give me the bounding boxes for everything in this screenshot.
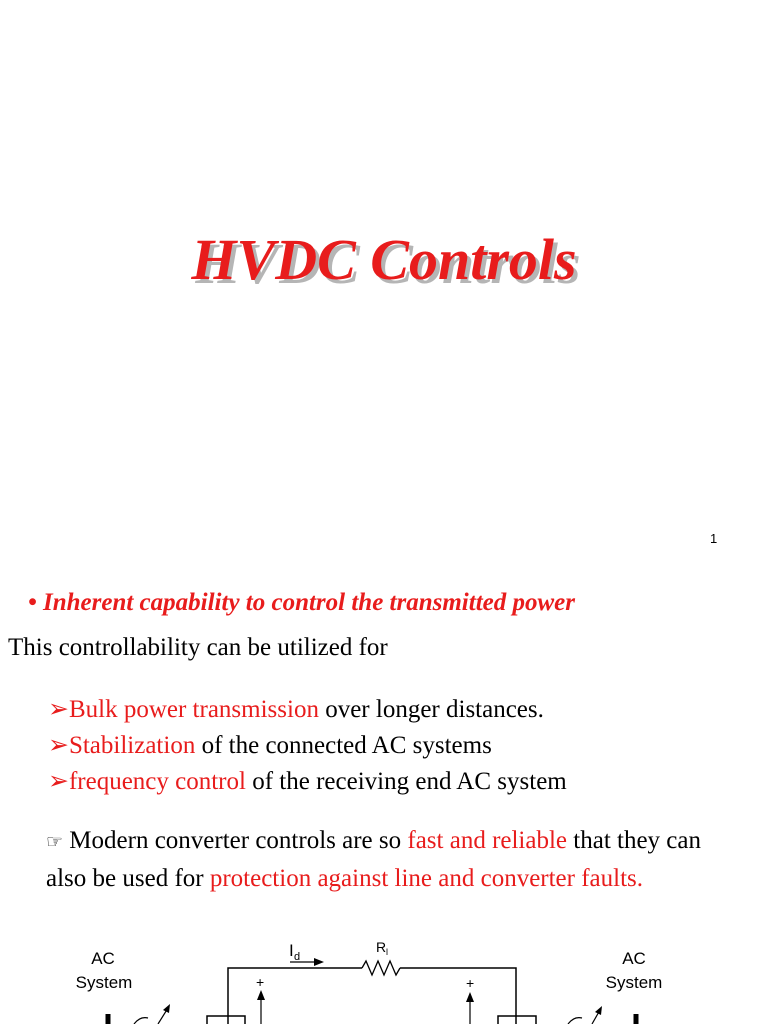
right-ac-system-label: AC xyxy=(622,949,646,968)
intro-text: This controllability can be utilized for xyxy=(8,634,388,661)
right-ac-system-label: System xyxy=(605,973,663,992)
page-title: HVDC Controls xyxy=(191,227,577,292)
arrow-bullet-icon: ➢ xyxy=(48,696,69,723)
left-tap-curve xyxy=(134,1018,148,1024)
bullet-lead: • Inherent capability to control the transmitted power xyxy=(28,589,575,616)
application-highlight: Bulk power transmission xyxy=(68,696,319,723)
left-ac-system-label: AC xyxy=(91,949,115,968)
arrow-bullet-icon: ➢ xyxy=(48,768,69,795)
rectifier-box xyxy=(207,1016,245,1024)
left-tap-arrowhead xyxy=(163,1004,170,1013)
svg-text:I: I xyxy=(289,941,294,960)
note-text: that they can also be used for xyxy=(46,827,702,892)
svg-text:l: l xyxy=(386,947,388,957)
applications-list xyxy=(48,694,567,802)
pointing-hand-icon: ☞ xyxy=(46,832,64,853)
svg-text:R: R xyxy=(376,939,387,955)
resistor-label xyxy=(376,939,388,957)
voltage-arrowhead-right xyxy=(466,992,474,1002)
inverter-box xyxy=(498,1016,536,1024)
application-highlight: Stabilization xyxy=(68,732,196,759)
note-paragraph xyxy=(46,823,746,897)
application-text: over longer distances. xyxy=(318,696,544,723)
hvdc-circuit-diagram xyxy=(0,930,768,1024)
right-tap-curve xyxy=(568,1018,582,1024)
svg-text:d: d xyxy=(294,951,301,963)
current-arrowhead xyxy=(314,958,324,966)
left-ac-system-label: System xyxy=(75,973,133,992)
application-text: of the receiving end AC system xyxy=(245,768,567,795)
list-item xyxy=(48,694,567,730)
page-number: 1 xyxy=(710,531,718,546)
right-tap-arrowhead xyxy=(595,1006,602,1015)
note-highlight: protection against line and converter faults. xyxy=(209,865,644,892)
voltage-arrowhead-left xyxy=(257,990,265,1000)
dc-line xyxy=(228,968,362,1024)
arrow-bullet-icon: ➢ xyxy=(48,732,69,759)
list-item xyxy=(48,730,567,766)
note-text: Modern converter controls are so xyxy=(63,827,408,854)
note-highlight: fast and reliable xyxy=(407,827,568,854)
current-label xyxy=(289,941,300,963)
plus-sign-right: + xyxy=(466,975,475,991)
application-highlight: frequency control xyxy=(68,768,246,795)
list-item xyxy=(48,766,567,802)
application-text: of the connected AC systems xyxy=(195,732,492,759)
resistor xyxy=(362,961,400,975)
plus-sign-left: + xyxy=(256,974,265,990)
